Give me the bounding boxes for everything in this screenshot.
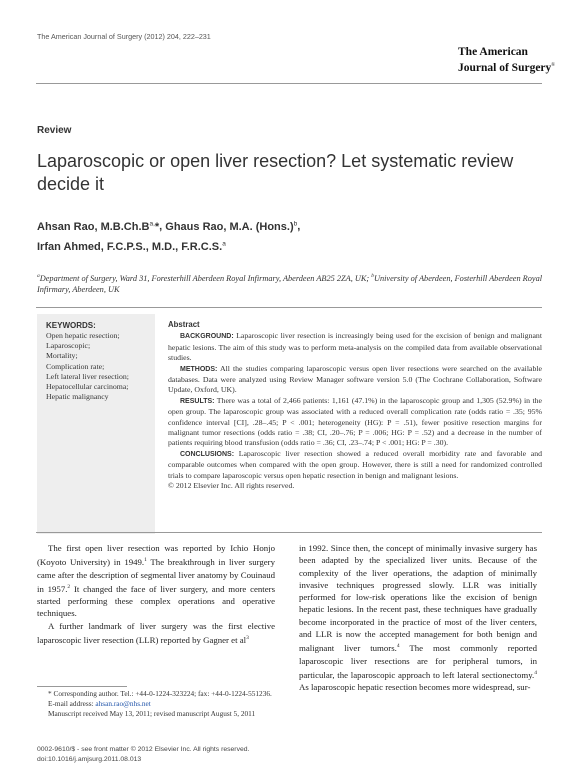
manuscript-dates: Manuscript received May 13, 2011; revised manuscript August 5, 2011 (48, 709, 256, 718)
abstract-methods: METHODS: All the studies comparing laparoscopic versus open liver resections were searched on the available databases. Data were analyzed using Review Manager software version 5.0 (The Cochrane Collaboration, Software Update, Oxford, UK). (168, 363, 542, 395)
body-paragraph: A further landmark of liver surgery was the first elective laparoscopic liver resection (LLR) reported by Gagner et $al^3$ (37, 620, 275, 645)
affiliation-a: Department of Surgery, Ward 31, Foresterhill Aberdeen Royal Infirmary, Aberdeen AB25 2ZA, UK; (39, 273, 372, 283)
masthead-line-2: Journal of Surgery (458, 61, 552, 74)
keyword-item: Hepatic malignancy (46, 392, 109, 402)
keyword-item: Left lateral liver resection; (46, 371, 129, 381)
body-divider (36, 532, 542, 533)
footnote-divider (37, 686, 127, 687)
keyword-item: Laparoscopic; (46, 341, 91, 351)
article-title: Laparoscopic or open liver resection? Let systematic review decide it (37, 151, 514, 194)
citation-link[interactable]: 4 (396, 643, 400, 650)
doi-line[interactable]: doi:10.1016/j.amjsurg.2011.08.013 (37, 755, 142, 763)
article-section-label: Review (37, 125, 72, 136)
author-1[interactable]: Ahsan Rao, $M.B.Ch.B^{a,}*$ (37, 220, 160, 233)
body-paragraph: in 1992. Since then, the concept of minimally invasive surgery has been adapted by the specialized liver units. Because of the complexity of the liver operations, the adaption of minimally invasive techniques progressed slowly. LLR was initially performed for low-risk operations like the excision of benign hepatic lesions. In the recent past, these techniques have gradually become incorporated in the practice of most of the liver centers, and LLR is now the accepted management for both benign and malignant liver tumors.$^4$ The most commonly reported laparoscopic liver resections are for peripheral tumors, in particular, the laparoscopic approach to left lateral sectionectomy.$^4$ As laparoscopic hepatic resection becomes more widespread, sur- (299, 543, 537, 693)
affiliation-b: University of Aberdeen, Fosterhill Aberdeen Royal Infirmary, Aberdeen, UK (37, 273, 543, 295)
abstract-background: BACKGROUND: Laparoscopic liver resection is increasingly being used for the excision of benign and malignant hepatic lesions. The aim of this study was to perform meta-analysis on the compiled data from available observational studies. (168, 331, 542, 363)
author-3[interactable]: Irfan Ahmed, F.C.P.S., M.D., F.R.C.S.$^a$ (37, 240, 226, 254)
keyword-item: Hepatocellular carcinoma; (46, 382, 129, 392)
abstract-results: RESULTS: There was a total of 2,466 patients: 1,161 (47.1%) in the laparoscopic group and 1,305 (52.9%) in the open group. The laparoscopic group was associated with a reduced overall complication rate (odds ratio = .35; 95% confidence interval [CI], .28–.45; P < .001; heterogeneity (HG): P = .51), fewer positive resection margins for malignant tumor resections (odds ratio = .38; CI, .20–.76; P = .006; HG: P = .52) and a decrease in the number of patients requiring blood transfusion (odds ratio = .36; CI, .23–.74; P < .001; HG: P = .30). (168, 395, 542, 448)
email-link[interactable]: ahsan.rao@nhs.net (95, 699, 151, 708)
corresponding-author-note: * Corresponding author. Tel.: +44-0-1224-323224; fax: +44-0-1224-551236. (48, 689, 272, 698)
keyword-item: Open hepatic resection; (46, 331, 120, 340)
body-column-left (37, 542, 275, 646)
page-footer (37, 745, 337, 764)
masthead-line-1: The American (458, 46, 528, 58)
keyword-item: Complication rate; (46, 361, 105, 371)
citation-link[interactable]: 3 (246, 634, 249, 641)
keywords-box (37, 314, 155, 534)
journal-citation: The American Journal of Surgery (2012) 204, 222–231 (37, 32, 211, 41)
keyword-item: Mortality; (46, 351, 78, 361)
citation-link[interactable]: 2 (67, 583, 71, 590)
citation-link[interactable]: 4 (534, 669, 537, 676)
body-paragraph: The first open liver resection was reported by Ichio Honjo (Koyoto University) in 1949.$^1$ The breakthrough in liver surgery came after the description of segmental liver anatomy by Couinaud in 1957.$^2$ It changed the face of liver surgery, and more centers started performing these complex operations and operative techniques. (37, 543, 276, 619)
registered-mark: ® (551, 63, 556, 68)
footnotes (37, 689, 275, 719)
citation-link[interactable]: 1 (144, 557, 147, 564)
header-divider (36, 83, 542, 84)
abstract-conclusions: CONCLUSIONS: Laparoscopic liver resection showed a reduced overall morbidity rate and favorable and comparable outcomes when compared with the open group. However, there is still a need for randomized controlled trials to compare laparoscopic versus open hepatic resection in benign and malignant lesions. (168, 448, 543, 480)
keywords-heading: KEYWORDS: (46, 321, 96, 330)
abstract (168, 320, 542, 492)
author-list: Ahsan Rao, $M.B.Ch.B^{a,}*$, Ghaus Rao, M.A. (Hons.)$^b$, Irfan Ahmed, F.C.P.S., M.D., F.R.C.S.$^a$ (37, 220, 301, 254)
abstract-heading: Abstract (168, 320, 200, 329)
author-2[interactable]: Ghaus Rao, M.A. (Hons.)$^b$ (165, 220, 298, 233)
body-column-right (299, 542, 537, 693)
affiliation-divider (36, 307, 542, 308)
abstract-copyright: © 2012 Elsevier Inc. All rights reserved. (168, 481, 295, 491)
email-note: E-mail address: ahsan.rao@nhs.net (48, 699, 151, 708)
journal-masthead (458, 46, 555, 75)
author-affiliations: $^a$Department of Surgery, Ward 31, Foresterhill Aberdeen Royal Infirmary, Aberdeen AB25 2ZA, UK; $^b$University of Aberdeen, Fosterhill Aberdeen Royal Infirmary, Aberdeen, UK (37, 273, 543, 295)
issn-line: 0002-9610/$ - see front matter © 2012 Elsevier Inc. All rights reserved. (37, 746, 250, 753)
